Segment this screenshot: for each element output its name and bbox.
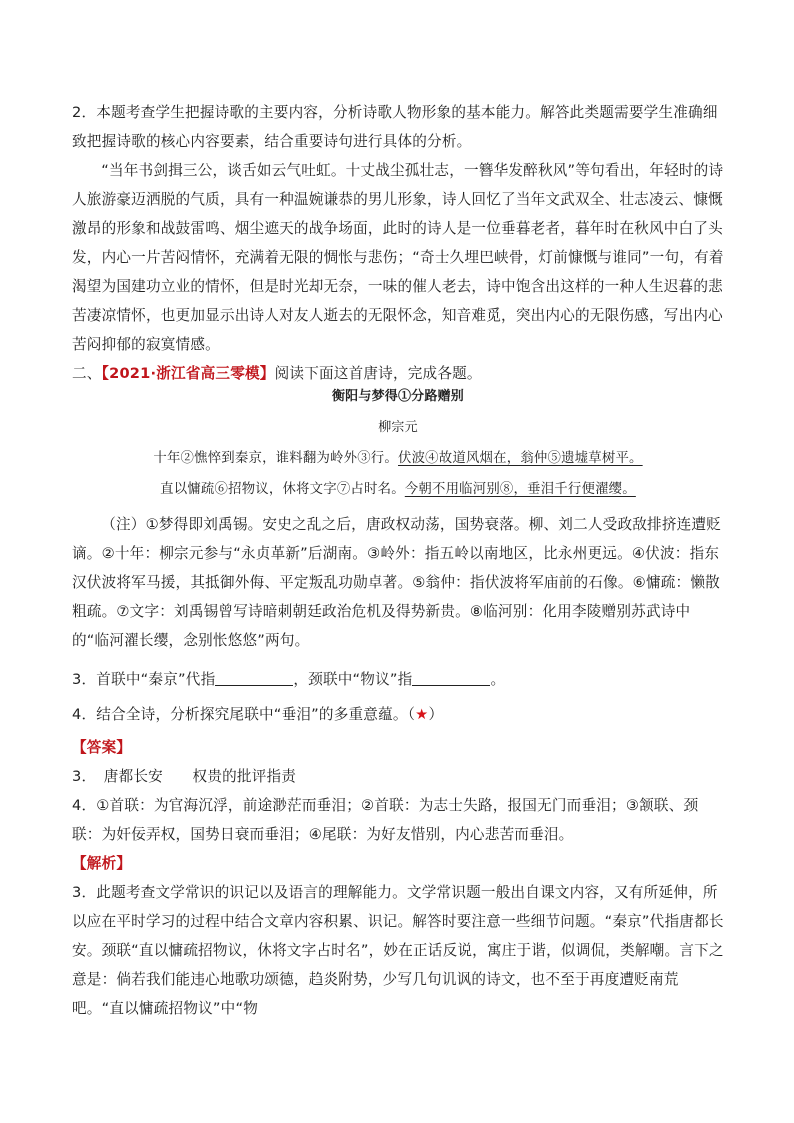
analysis-heading: 【解析】	[72, 855, 132, 872]
answer-4: 4．①首联：为官海沉浮，前途渺茫而垂泪；②首联：为志士失路，报国无门而垂泪；③颔联、颈联：为奸佞弄权，国势日衰而垂泪；④尾联：为好友惜别，内心悲苦而垂泪。	[72, 797, 699, 843]
poem-author: 柳宗元	[378, 420, 418, 435]
analysis-text: 3．此题考查文学常识的识记以及语言的理解能力。文学常识题一般出自课文内容，又有所延伸，所以应在平时学习的过程中结合文章内容积累、识记。解答时要注意一些细节问题。“秦京”代指唐都长安。颈联“直以慵疏招物议，休将文字占时名”，妙在正话反说，寓庄于谐，似调侃，类解嘲。言下之意是：倘若我们能违心地歌功颂德，趋炎附势，少写几句讥讽的诗文，也不至于再度遭贬南荒吧。“直以慵疏招物议”中“物	[72, 884, 724, 1017]
poem-line-2b: 今朝不用临河别⑧，垂泪千行便濯缨。	[404, 482, 636, 497]
poem-line-1	[72, 444, 724, 473]
poem-line-2a: 直以慵疏⑥招物议，休将文字⑦占时名。	[160, 482, 405, 497]
question-number: 二、	[72, 365, 102, 382]
question-3-text-a: 3．首联中“秦京”代指	[72, 671, 216, 688]
section-2-analysis: “当年书剑揖三公，谈舌如云气吐虹。十丈战尘孤壮志，一簪华发醉秋风”等句看出，年轻时的诗人旅游豪迈洒脱的气质，具有一种温婉谦恭的男儿形象，诗人回忆了当年文武双全、壮志凌云、慷慨激昂的形象和战鼓雷鸣、烟尘遮天的战争场面，此时的诗人是一位垂暮老者，暮年时在秋风中白了头发，内心一片苦闷情怀，充满着无限的惆怅与悲伤；“奇士久埋巴峡骨，灯前慷慨与谁同”一句，有着渴望为国建功立业的情怀，但是时光却无奈，一味的催人老去，诗中饱含出这样的一种人生迟暮的悲苦凄凉情怀，也更加显示出诗人对友人逝去的无限怀念，知音难觅，突出内心的无限伤感，写出内心苦闷抑郁的寂寞情感。	[72, 162, 724, 353]
question-4	[72, 700, 724, 729]
question-3-text-c: 。	[490, 671, 506, 688]
question-4-end: ）	[428, 706, 444, 723]
poem-title: 衡阳与梦得①分路赠别	[331, 389, 464, 404]
poem-notes: （注）①梦得即刘禹锡。安史之乱之后，唐政权动荡，国势衰落。柳、刘二人受政敌排挤连遭贬谪。②十年：柳宗元参与“永贞革新”后湖南。③岭外：指五岭以南地区，比永州更远。④伏波：指东汉伏波将军马援，其抵御外侮、平定叛乱功勋卓著。⑤翁仲：指伏波将军庙前的石像。⑥慵疏：懒散粗疏。⑦文字：刘禹锡曾写诗暗刺朝廷政治危机及得势新贵。⑧临河别：化用李陵赠别苏武诗中的“临河濯长缨，念别怅悠悠”两句。	[72, 516, 722, 649]
poem-block	[72, 382, 724, 504]
answer-heading: 【答案】	[72, 739, 132, 756]
section-2-intro: 2．本题考查学生把握诗歌的主要内容，分析诗歌人物形象的基本能力。解答此类题需要学生准确细致把握诗歌的核心内容要素，结合重要诗句进行具体的分析。	[72, 104, 718, 150]
question-source: 【2021·浙江省高三零模】	[101, 365, 275, 382]
question-3-text-b: ，颈联中“物议”指	[293, 671, 413, 688]
section-2-block	[72, 98, 724, 388]
answer-blank-1[interactable]	[215, 671, 293, 686]
answer-blank-2[interactable]	[412, 671, 490, 686]
poem-line-1a: 十年②憔悴到秦京，谁料翻为岭外③行。	[153, 451, 398, 466]
poem-line-1b: 伏波④故道风烟在，翁仲⑤遗墟草树平。	[398, 451, 643, 466]
star-icon: ★	[415, 706, 429, 723]
question-3	[72, 665, 724, 694]
answer-3: 3． 唐都长安 权贵的批评指责	[72, 768, 297, 785]
questions-block	[72, 510, 724, 1023]
poem-line-2	[72, 475, 724, 504]
question-prompt: 阅读下面这首唐诗，完成各题。	[274, 365, 482, 382]
question-4-text: 4．结合全诗，分析探究尾联中“垂泪”的多重意蕴。（	[72, 706, 416, 723]
